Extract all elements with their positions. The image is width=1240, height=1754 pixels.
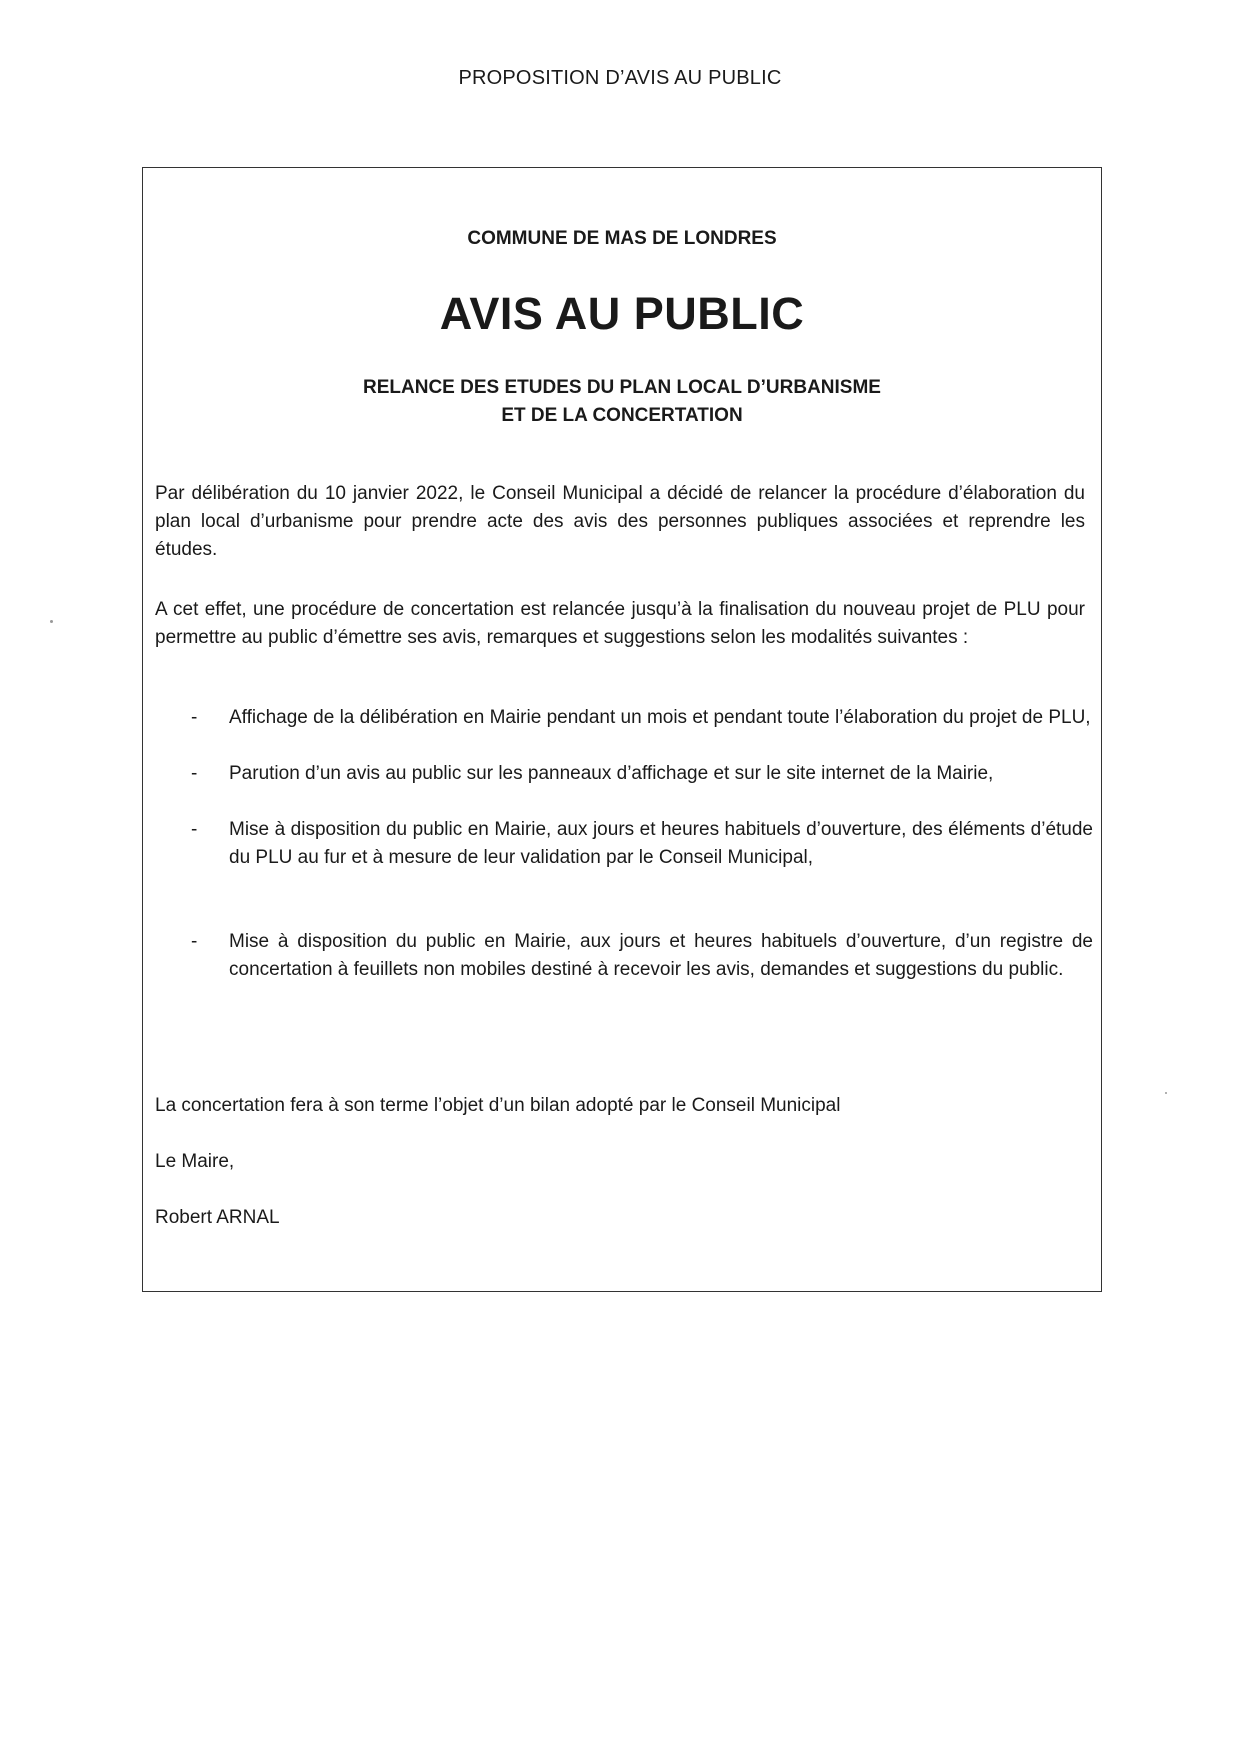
list-item bbox=[155, 760, 1093, 788]
bullet-dash: - bbox=[191, 707, 198, 728]
paragraph-deliberation: Par délibération du 10 janvier 2022, le Conseil Municipal a décidé de relancer la procédure d’élaboration du plan local d’urbanisme pour prendre acte des avis des personnes publiques associées et reprendre les études. bbox=[155, 483, 1085, 560]
scan-speck bbox=[50, 620, 53, 623]
list-item-text: Mise à disposition du public en Mairie, aux jours et heures habituels d’ouverture, des éléments d’étude du PLU au fur et à mesure de leur validation par le Conseil Municipal, bbox=[229, 819, 1093, 868]
scan-speck bbox=[1165, 1092, 1167, 1094]
notice-subtitle bbox=[143, 374, 1101, 430]
notice-title: AVIS AU PUBLIC bbox=[439, 288, 805, 339]
list-item-text: Mise à disposition du public en Mairie, aux jours et heures habituels d’ouverture, d’un registre de concertation à feuillets non mobiles destiné à recevoir les avis, demandes et suggestions du public. bbox=[229, 931, 1093, 980]
bullet-dash: - bbox=[191, 819, 198, 840]
modalities-list bbox=[155, 704, 1093, 984]
list-item-text: Parution d’un avis au public sur les panneaux d’affichage et sur le site internet de la Mairie, bbox=[229, 763, 994, 784]
notice-frame bbox=[142, 167, 1102, 1292]
subtitle-line-2: ET DE LA CONCERTATION bbox=[501, 405, 743, 426]
signatory-title: Le Maire, bbox=[155, 1151, 235, 1172]
page-header: PROPOSITION D’AVIS AU PUBLIC bbox=[458, 67, 782, 89]
list-item-text: Affichage de la délibération en Mairie pendant un mois et pendant toute l’élaboration du projet de PLU, bbox=[229, 707, 1091, 728]
closing-statement: La concertation fera à son terme l’objet d’un bilan adopté par le Conseil Municipal bbox=[155, 1095, 841, 1116]
subtitle-line-1: RELANCE DES ETUDES DU PLAN LOCAL D’URBANISME bbox=[363, 377, 881, 398]
bullet-dash: - bbox=[191, 931, 198, 952]
list-item bbox=[155, 816, 1093, 872]
list-item bbox=[155, 704, 1093, 732]
signatory-name: Robert ARNAL bbox=[155, 1207, 280, 1228]
list-item bbox=[155, 928, 1093, 984]
paragraph-concertation: A cet effet, une procédure de concertation est relancée jusqu’à la finalisation du nouveau projet de PLU pour permettre au public d’émettre ses avis, remarques et suggestions selon les modalités suivantes : bbox=[155, 599, 1085, 648]
commune-name: COMMUNE DE MAS DE LONDRES bbox=[467, 228, 777, 249]
bullet-dash: - bbox=[191, 763, 198, 784]
